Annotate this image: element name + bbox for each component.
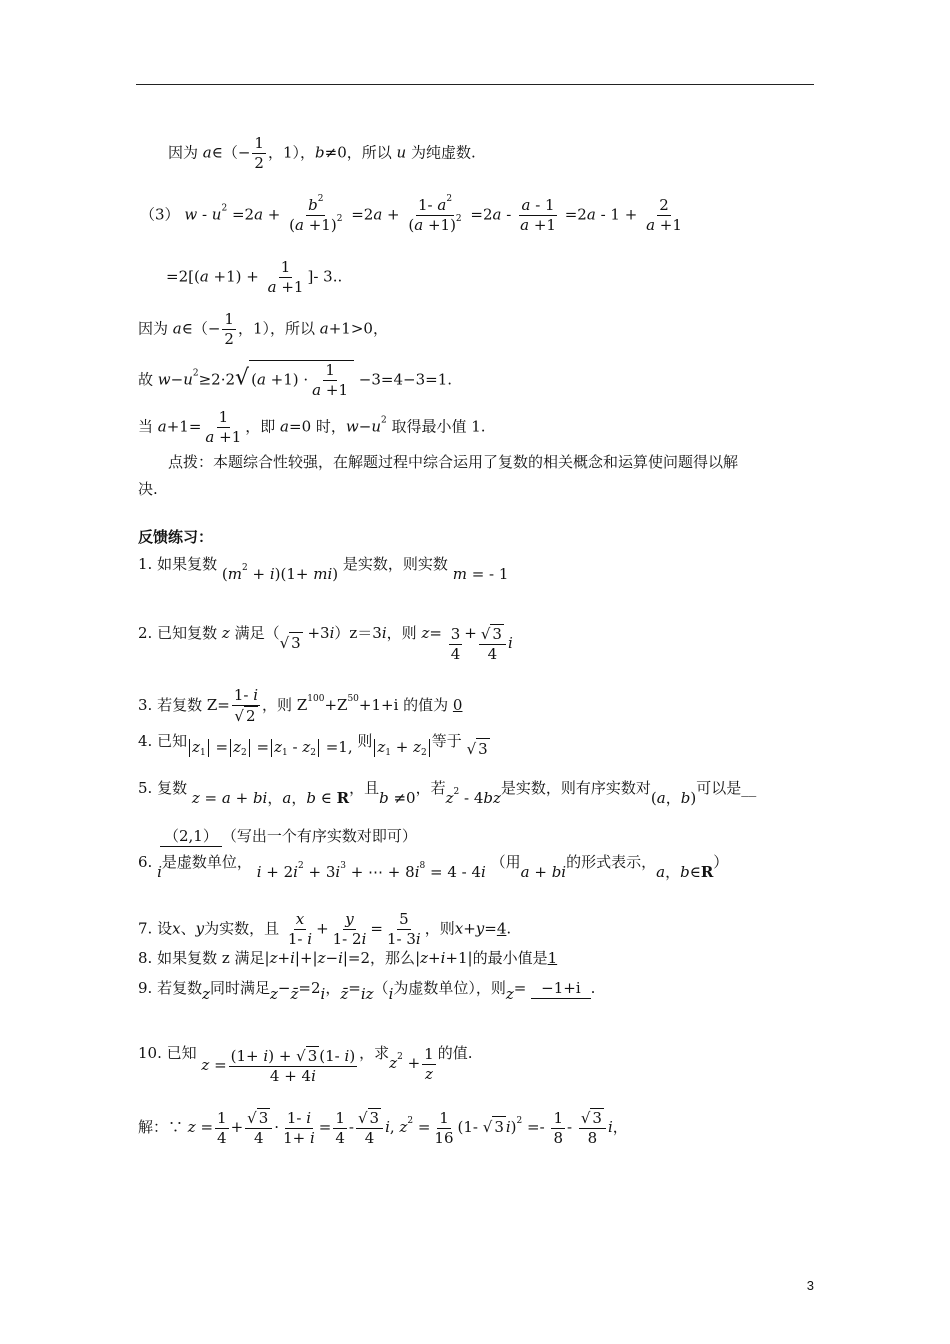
exercise-1: 1. 如果复数 $(m^2 + i)(1+ mi)$ 是实数，则实数 m = - 1	[138, 555, 509, 583]
exercise-10: 10. 已知 z = $\frac{(1+ i) + √ 3 (1- i)}{4 + 4i}$ ，求$z^2$ + $\frac{1}{z}$ 的值.	[138, 1044, 473, 1085]
line-note-end: 决.	[138, 480, 158, 498]
exercise-8: 8. 如果复数 z 满足|z+i|+|z−i|=2，那么|z+i+1|的最小值是1	[138, 949, 558, 967]
line-a-range: 因为 a∈（− $\frac{1}{2}$ ，1），所以 a+1>0，	[138, 310, 388, 348]
exercise-6: 6. i是虚数单位， $i + 2i^2 + 3i^3$ + ⋯ + $8i^8 = 4 - 4i$ （用a + bi的形式表示，a，b∈R）	[138, 853, 729, 881]
exercise-5: 5. 复数 z = a + bi，a，b ∈ R，且b ≠0，若$z^2 - 4bz$是实数，则有序实数对(a，b)可以是__	[138, 779, 757, 807]
header-rule	[136, 84, 814, 85]
exercise-9: 9. 若复数z同时满足z−z̄=2i，z̄=iz（i为虚数单位），则z= −1+i .	[138, 979, 596, 1003]
line-part3-cont: =2[(a +1) + $\frac{1}{a +1}$ ]- 3..	[166, 258, 343, 296]
line-minimum: 当 a+1= $\frac{1}{a +1}$ ，即 a=0 时，$w-u^2$ 取得最小值 1.	[138, 408, 486, 446]
line-note: 点拨：本题综合性较强，在解题过程中综合运用了复数的相关概念和运算使问题得以解	[168, 453, 739, 471]
line-part3: （3） $w - u^2 =2a$ + $\frac{b^2}{(a +1)^2}$ =2a + $\frac{1- a^2}{(a +1)^2}$ =2a - $\frac{a - 1}{a +1}$ =2a - 1 + $\frac{2}{a +1}$	[140, 194, 682, 234]
exercise-3: 3. 若复数 Z= $\frac{1- i}{√ 2}$ ，则 $Z^{100}+Z^{50}+1+i$ 的值为 0	[138, 686, 463, 725]
line-pure-imaginary: 因为 a∈（− $\frac{1}{2}$ ，1），b≠0，所以 u 为纯虚数.	[168, 134, 476, 172]
exercise-7: 7. 设x、y为实数，且 $\frac{x}{1- i}$ + $\frac{y}{1- 2i}$ = $\frac{5}{1- 3i}$ ，则x+y=4.	[138, 910, 512, 948]
solution-line: 解：∵ z = $\frac{1}{4}$ + $\frac{√ 3}{4}$ · $\frac{1- i}{1+ i}$ = $\frac{1}{4}$ - $\frac{√ 3}{4}$ i, $z^2$ = $\frac{1}{16}$ (1- √ 3 i)$^2$ =- $\frac{1}{8}$ - $\frac{√ 3}{8}$ i，	[138, 1108, 628, 1147]
exercise-2: 2. 已知复数 z 满足（√ 3 +3i）z＝3i，则 z= $\frac{3}{4}$ + $\frac{√ 3}{4}$ i	[138, 624, 513, 663]
exercise-5-answer: （2,1） （写出一个有序实数对即可）	[160, 826, 417, 847]
line-inequality: 故 $w-u^2\ge 2\cdot 2√$ (a +1) · $\frac{1}{a +1}$ −3=4−3=1.	[138, 361, 452, 399]
section-title: 反馈练习：	[138, 529, 214, 546]
page-number: 3	[806, 1278, 814, 1293]
exercise-4: 4. 已知 $z_1 = z_2 = z_1 - z_2 =1$, 则 $z_1 + z_2$等于 √ 3	[138, 732, 488, 758]
